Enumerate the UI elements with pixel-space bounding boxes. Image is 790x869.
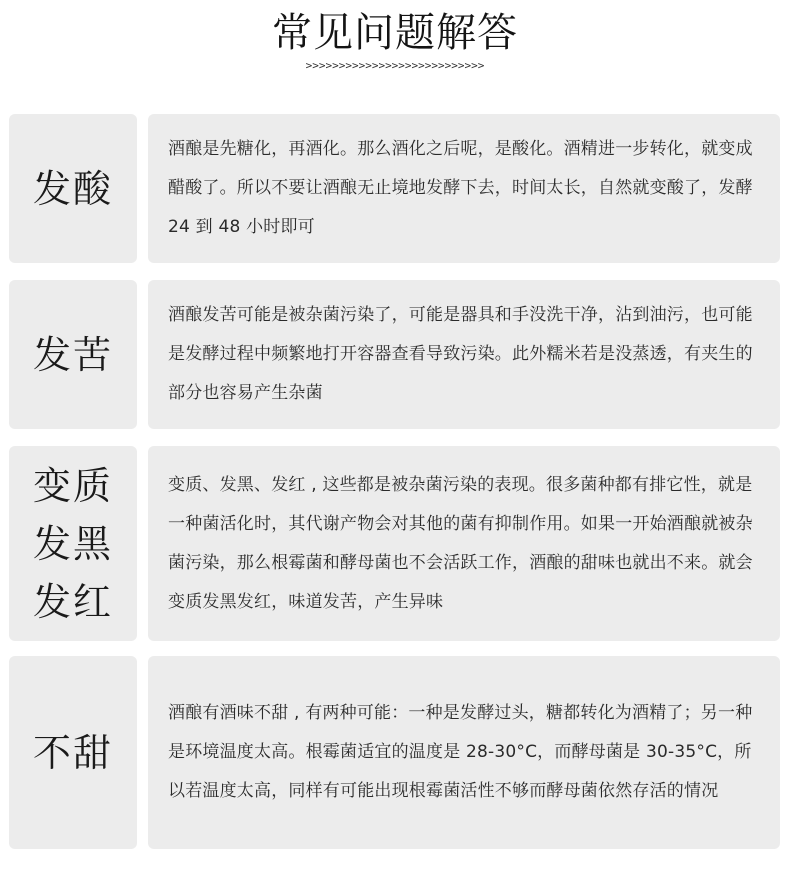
- faq-question-box: [9, 656, 137, 849]
- faq-question-box: [9, 280, 137, 429]
- faq-answer-text: 酒酿发苦可能是被杂菌污染了，可能是器具和手没洗干净，沾到油污，也可能是发酵过程中频繁地打开容器查看导致污染。此外糯米若是没蒸透，有夹生的部分也容易产生杂菌: [168, 305, 753, 403]
- faq-question-label: 发酸: [32, 166, 113, 211]
- faq-question-box: [9, 114, 137, 263]
- faq-item-bitter: [9, 280, 781, 429]
- faq-item-sour: [9, 114, 781, 263]
- faq-item-spoiled: [9, 446, 781, 641]
- faq-question-label: 变质 发黑 发红: [32, 463, 113, 624]
- faq-answer-box: [148, 114, 780, 263]
- faq-question-label: 不甜: [32, 730, 113, 775]
- title-decoration-arrows: >>>>>>>>>>>>>>>>>>>>>>>>>>>: [305, 59, 485, 72]
- faq-answer-box: [148, 446, 780, 641]
- faq-item-not-sweet: [9, 656, 781, 849]
- faq-question-label: 发苦: [32, 332, 113, 377]
- faq-answer-box: [148, 280, 780, 429]
- page-title: 常见问题解答: [272, 10, 518, 56]
- faq-answer-text: 酒酿是先糖化，再酒化。那么酒化之后呢，是酸化。酒精进一步转化，就变成醋酸了。所以不要让酒酿无止境地发酵下去，时间太长，自然就变酸了，发酵 24 到 48 小时即可: [168, 139, 753, 237]
- faq-answer-box: [148, 656, 780, 849]
- faq-question-box: [9, 446, 137, 641]
- faq-answer-text: 酒酿有酒味不甜 , 有两种可能：一种是发酵过头，糖都转化为酒精了；另一种是环境温度太高。根霉菌适宜的温度是 28-30°C，而酵母菌是 30-35°C，所以若温度太高，同样有可能出现根霉菌活性不够而酵母菌依然存活的情况: [168, 703, 753, 801]
- faq-answer-text: 变质、发黑、发红 , 这些都是被杂菌污染的表现。很多菌种都有排它性，就是一种菌活化时，其代谢产物会对其他的菌有抑制作用。如果一开始酒酿就被杂菌污染，那么根霉菌和酵母菌也不会活跃工作，酒酿的甜味也就出不来。就会变质发黑发红，味道发苦，产生异味: [168, 474, 753, 612]
